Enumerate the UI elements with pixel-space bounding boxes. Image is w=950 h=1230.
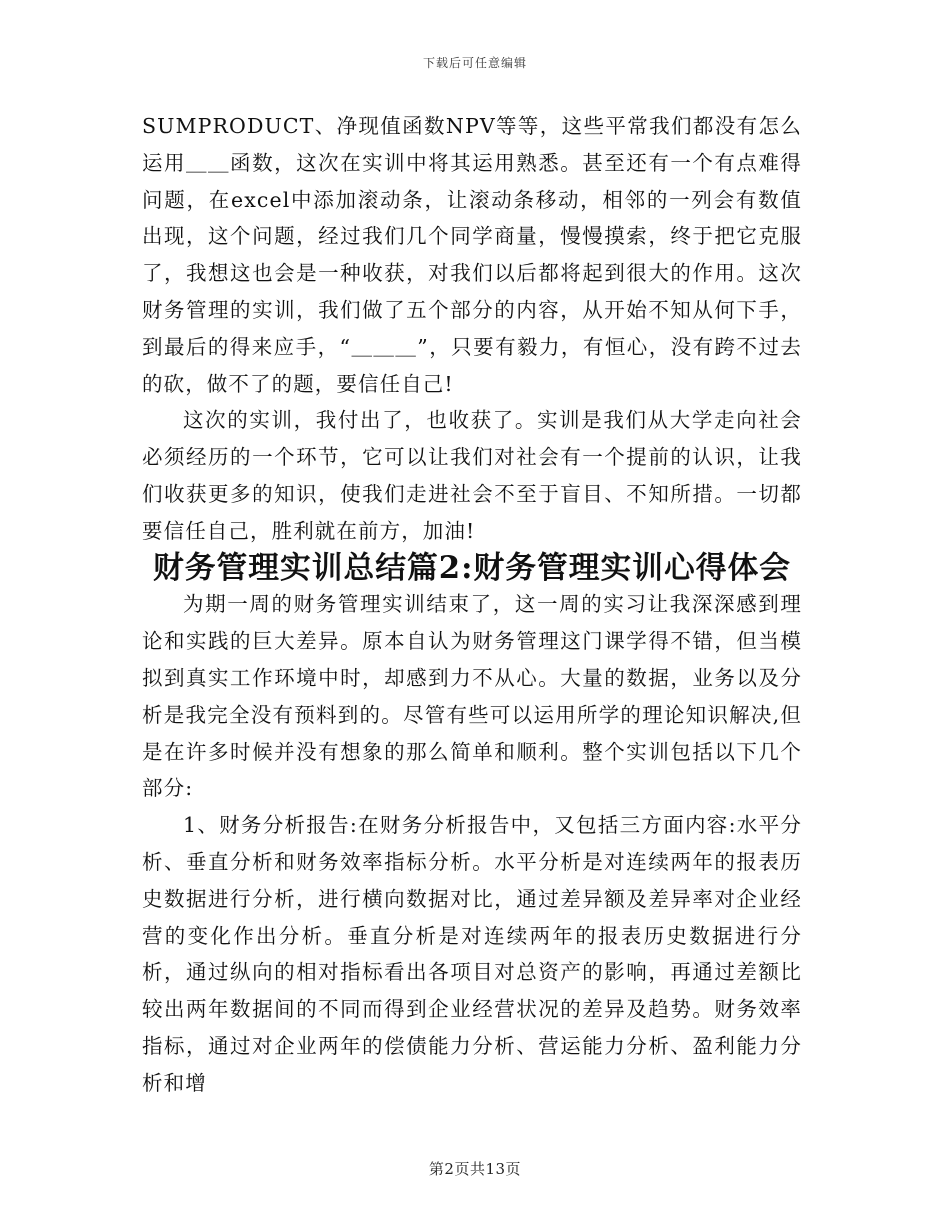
page-header-note: 下载后可任意编辑	[422, 56, 527, 70]
page-number: 第2页共13页	[428, 1160, 522, 1178]
paragraph-continued: SUMPRODUCT、净现值函数NPV等等，这些平常我们都没有怎么运用＿＿函数，这次在实训中将其运用熟悉。甚至还有一个有点难得问题，在excel中添加滚动条，让滚动条移动，相邻的一列会有数值出现，这个问题，经过我们几个同学商量，慢慢摸索，终于把它克服了，我想这也会是一种收获，对我们以后都将起到很大的作用。这次财务管理的实训，我们做了五个部分的内容，从开始不知从何下手，到最后的得来应手，“＿＿＿”，只要有毅力，有恒心，没有跨不过去的砍，做不了的题，要信任自己!	[142, 114, 802, 396]
section-title: 财务管理实训总结篇2:财务管理实训心得体会	[153, 549, 791, 586]
paragraph-item-1: 1、财务分析报告:在财务分析报告中，又包括三方面内容:水平分析、垂直分析和财务效率指标分析。水平分析是对连续两年的报表历史数据进行分析，进行横向数据对比，通过差异额及差异率对企业经营的变化作出分析。垂直分析是对连续两年的报表历史数据进行分析，通过纵向的相对指标看出各项目对总资产的影响，再通过差额比较出两年数据间的不同而得到企业经营状况的差异及趋势。财务效率指标，通过对企业两年的偿债能力分析、营运能力分析、盈利能力分析和增	[142, 813, 802, 1095]
paragraph-reflection: 这次的实训，我付出了，也收获了。实训是我们从大学走向社会必须经历的一个环节，它可以让我们对社会有一个提前的认识，让我们收获更多的知识，使我们走进社会不至于盲目、不知所措。一切都要信任自己，胜利就在前方，加油!	[142, 408, 802, 543]
document-body	[142, 108, 802, 1102]
paragraph-intro: 为期一周的财务管理实训结束了，这一周的实习让我深深感到理论和实践的巨大差异。原本自认为财务管理这门课学得不错，但当模拟到真实工作环境中时，却感到力不从心。大量的数据，业务以及分析是我完全没有预料到的。尽管有些可以运用所学的理论知识解决,但是在许多时候并没有想象的那么简单和顺利。整个实训包括以下几个部分:	[142, 592, 802, 801]
